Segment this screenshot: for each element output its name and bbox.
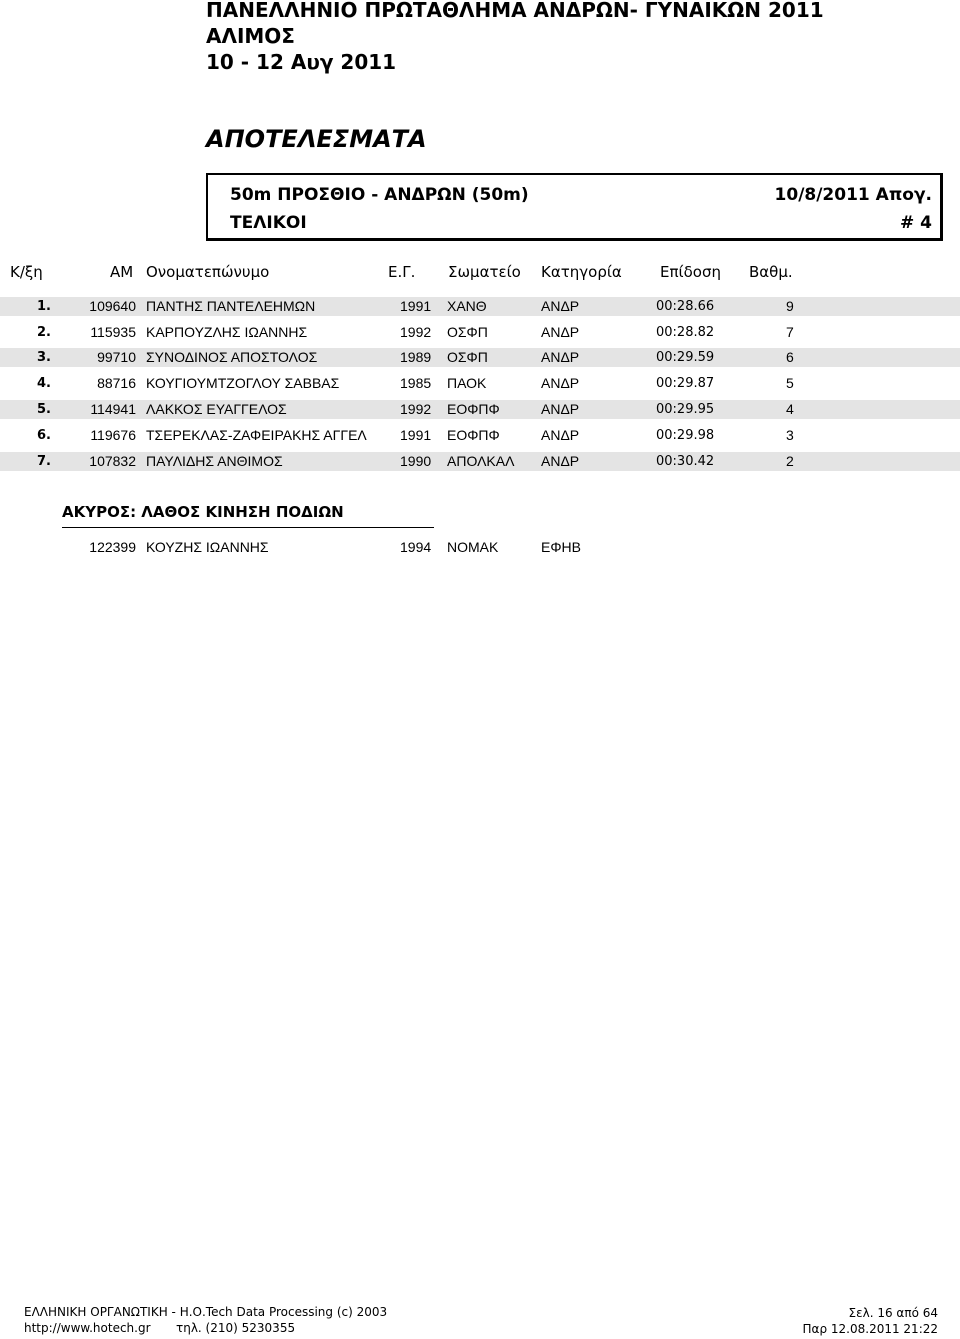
club-cell: ΑΠΟΛΚΑΛ xyxy=(447,453,515,469)
am-cell: 99710 xyxy=(97,349,136,365)
name-cell: ΚΟΥΖΗΣ ΙΩΑΝΝΗΣ xyxy=(146,539,269,555)
rank-cell: 2. xyxy=(37,325,51,340)
table-row xyxy=(0,323,960,342)
rank-cell: 1. xyxy=(37,299,51,314)
category-cell: ΕΦΗΒ xyxy=(541,539,581,555)
club-cell: ΕΟΦΠΦ xyxy=(447,427,500,443)
am-cell: 88716 xyxy=(97,375,136,391)
year-cell: 1992 xyxy=(400,324,432,340)
year-cell: 1991 xyxy=(400,298,432,314)
rank-cell: 7. xyxy=(37,454,51,469)
year-cell: 1992 xyxy=(400,401,432,417)
points-cell: 4 xyxy=(786,401,794,417)
year-cell: 1989 xyxy=(400,349,432,365)
time-cell: 00:29.98 xyxy=(656,428,715,443)
name-cell: ΚΑΡΠΟΥΖΛΗΣ ΙΩΑΝΝΗΣ xyxy=(146,324,308,340)
disqualified-heading: ΑΚΥΡΟΣ: ΛΑΘΟΣ ΚΙΝΗΣΗ ΠΟΔΙΩΝ xyxy=(62,503,344,521)
col-rank: Κ/ξη xyxy=(10,263,43,281)
col-category: Κατηγορία xyxy=(541,263,622,281)
category-cell: ΑΝΔΡ xyxy=(541,375,580,391)
name-cell: ΚΟΥΓΙΟΥΜΤΖΟΓΛΟΥ ΣΑΒΒΑΣ xyxy=(146,375,340,391)
category-cell: ΑΝΔΡ xyxy=(541,453,580,469)
table-row xyxy=(0,426,960,445)
category-cell: ΑΝΔΡ xyxy=(541,427,580,443)
points-cell: 6 xyxy=(786,349,794,365)
club-cell: ΟΣΦΠ xyxy=(447,324,488,340)
rank-cell: 6. xyxy=(37,428,51,443)
page-number: Σελ. 16 από 64 xyxy=(848,1306,938,1320)
event-datetime: 10/8/2011 Απογ. xyxy=(774,185,932,205)
venue: ΑΛΙΜΟΣ xyxy=(206,24,295,48)
name-cell: ΠΑΝΤΗΣ ΠΑΝΤΕΛΕΗΜΩΝ xyxy=(146,298,316,314)
am-cell: 107832 xyxy=(89,453,136,469)
year-cell: 1985 xyxy=(400,375,432,391)
footer-org: ΕΛΛΗΝΙΚΗ ΟΡΓΑΝΩΤΙΚΗ - Η.Ο.Tech Data Processing (c) 2003 xyxy=(24,1305,388,1319)
points-cell: 9 xyxy=(786,298,794,314)
name-cell: ΤΣΕΡΕΚΛΑΣ-ΖΑΦΕΙΡΑΚΗΣ ΑΓΓΕΛ xyxy=(146,427,367,443)
year-cell: 1990 xyxy=(400,453,432,469)
category-cell: ΑΝΔΡ xyxy=(541,349,580,365)
results-heading: ΑΠΟΤΕΛΕΣΜΑΤΑ xyxy=(206,125,427,153)
col-year: Ε.Γ. xyxy=(388,263,416,281)
club-cell: ΟΣΦΠ xyxy=(447,349,488,365)
year-cell: 1991 xyxy=(400,427,432,443)
col-club: Σωματείο xyxy=(448,263,521,281)
event-round: ΤΕΛΙΚΟΙ xyxy=(230,213,307,233)
points-cell: 5 xyxy=(786,375,794,391)
club-cell: ΠΑΟΚ xyxy=(447,375,487,391)
category-cell: ΑΝΔΡ xyxy=(541,401,580,417)
rank-cell: 3. xyxy=(37,350,51,365)
event-number: # 4 xyxy=(900,213,932,233)
category-cell: ΑΝΔΡ xyxy=(541,324,580,340)
time-cell: 00:28.82 xyxy=(656,325,715,340)
category-cell: ΑΝΔΡ xyxy=(541,298,580,314)
club-cell: ΝΟΜΑΚ xyxy=(447,539,499,555)
time-cell: 00:30.42 xyxy=(656,454,715,469)
table-row xyxy=(0,297,960,316)
am-cell: 114941 xyxy=(90,401,136,417)
col-am: ΑΜ xyxy=(110,263,134,281)
am-cell: 115935 xyxy=(90,324,136,340)
points-cell: 2 xyxy=(786,453,794,469)
disqualified-row xyxy=(0,538,960,557)
footer-url[interactable]: http://www.hotech.gr xyxy=(24,1321,151,1335)
name-cell: ΛΑΚΚΟΣ ΕΥΑΓΓΕΛΟΣ xyxy=(146,401,287,417)
name-cell: ΠΑΥΛΙΔΗΣ ΑΝΘΙΜΟΣ xyxy=(146,453,283,469)
championship-title: ΠΑΝΕΛΛΗΝΙΟ ΠΡΩΤΑΘΛΗΜΑ ΑΝΔΡΩΝ- ΓΥΝΑΙΚΩΝ 2011 xyxy=(206,0,824,22)
divider xyxy=(62,527,434,528)
print-timestamp: Παρ 12.08.2011 21:22 xyxy=(802,1322,938,1336)
year-cell: 1994 xyxy=(400,539,432,555)
am-cell: 119676 xyxy=(90,427,136,443)
col-performance: Επίδοση xyxy=(660,263,721,281)
club-cell: ΧΑΝΘ xyxy=(447,298,487,314)
table-row xyxy=(0,348,960,367)
col-name: Ονοματεπώνυμο xyxy=(146,263,270,281)
table-row xyxy=(0,374,960,393)
time-cell: 00:28.66 xyxy=(656,299,715,314)
event-box xyxy=(206,173,943,241)
time-cell: 00:29.95 xyxy=(656,402,715,417)
col-points: Βαθμ. xyxy=(749,263,793,281)
name-cell: ΣΥΝΟΔΙΝΟΣ ΑΠΟΣΤΟΛΟΣ xyxy=(146,349,318,365)
points-cell: 7 xyxy=(786,324,794,340)
table-row xyxy=(0,452,960,471)
club-cell: ΕΟΦΠΦ xyxy=(447,401,500,417)
time-cell: 00:29.87 xyxy=(656,376,715,391)
table-row xyxy=(0,400,960,419)
dates: 10 - 12 Αυγ 2011 xyxy=(206,50,397,74)
am-cell: 122399 xyxy=(89,539,136,555)
am-cell: 109640 xyxy=(89,298,136,314)
event-name: 50m ΠΡΟΣΘΙΟ - ΑΝΔΡΩΝ (50m) xyxy=(230,185,529,205)
points-cell: 3 xyxy=(786,427,794,443)
time-cell: 00:29.59 xyxy=(656,350,715,365)
rank-cell: 5. xyxy=(37,402,51,417)
rank-cell: 4. xyxy=(37,376,51,391)
footer-phone: τηλ. (210) 5230355 xyxy=(176,1321,296,1335)
